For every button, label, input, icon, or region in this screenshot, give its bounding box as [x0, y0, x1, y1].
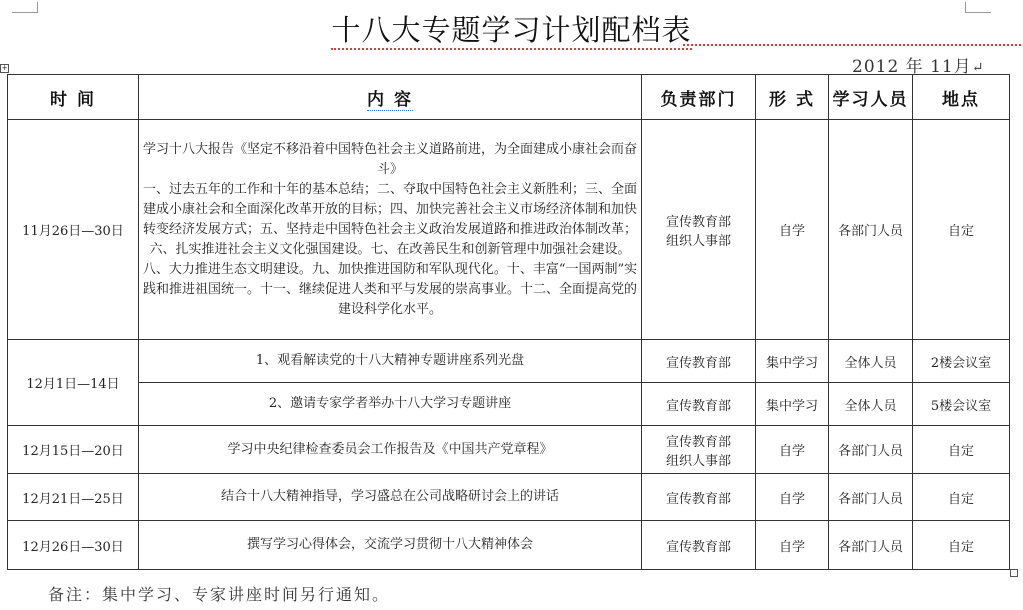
row-time: 12月26日—30日	[8, 521, 139, 570]
row-dept	[642, 120, 756, 340]
row-place: 5楼会议室	[913, 383, 1010, 426]
row-content: 1、观看解读党的十八大精神专题讲座系列光盘	[139, 340, 642, 383]
header-time: 时 间	[8, 75, 139, 120]
header-content-text: 内 容	[367, 89, 413, 110]
row-dept: 宣传教育部	[642, 383, 756, 426]
table-move-handle-icon[interactable]: +	[1, 64, 8, 72]
row-place: 自定	[913, 474, 1010, 521]
table-row	[8, 426, 1010, 474]
document-title-text: 十八大专题学习计划配档表	[331, 13, 691, 50]
row-people: 各部门人员	[829, 521, 913, 570]
row-form: 自学	[756, 120, 829, 340]
row-time: 12月1日—14日	[8, 340, 139, 426]
row-content-body: 一、过去五年的工作和十年的基本总结；二、夺取中国特色社会主义新胜利；三、全面建成小康社会和全面深化改革开放的目标；四、加快完善社会主义市场经济体制和加快转变经济发展方式；五、坚持走中国特色社会主义政治发展道路和推进政治体制改革；六、扎实推进社会主义文化强国建设。七、在改善民生和创新管理中加强社会建设。八、大力推进生态文明建设。九、加快推进国防和军队现代化。十、丰富“一国两制”实践和推进祖国统一。十一、继续促进人类和平与发展的崇高事业。十二、全面提高党的建设科学化水平。	[142, 181, 638, 317]
row-place: 2楼会议室	[913, 340, 1010, 383]
row-form: 自学	[756, 426, 829, 474]
header-form: 形 式	[756, 75, 829, 120]
header-dept: 负责部门	[642, 75, 756, 120]
row-dept-item: 组织人事部	[665, 233, 731, 249]
date-month: 11	[930, 57, 954, 77]
table-row	[8, 340, 1010, 383]
table-resize-handle-icon[interactable]	[1010, 569, 1018, 577]
row-place: 自定	[913, 521, 1010, 570]
row-dept: 宣传教育部	[642, 521, 756, 570]
row-dept-item: 宣传教育部	[665, 434, 731, 450]
footnote: 备注：集中学习、专家讲座时间另行通知。	[48, 585, 391, 604]
row-dept-item: 组织人事部	[665, 453, 731, 469]
row-dept-item: 宣传教育部	[665, 214, 731, 230]
row-people: 全体人员	[829, 383, 913, 426]
row-place: 自定	[913, 426, 1010, 474]
date-year-unit: 年	[905, 57, 924, 77]
row-dept: 宣传教育部	[642, 474, 756, 521]
row-content: 撰写学习心得体会，交流学习贯彻十八大精神体会	[139, 521, 642, 570]
header-people: 学习人员	[829, 75, 913, 120]
row-form: 自学	[756, 474, 829, 521]
table-row	[8, 521, 1010, 570]
row-time: 12月21日—25日	[8, 474, 139, 521]
row-people: 各部门人员	[829, 426, 913, 474]
row-people: 各部门人员	[829, 474, 913, 521]
study-plan-table	[7, 74, 1010, 570]
row-time: 11月26日—30日	[8, 120, 139, 340]
row-time: 12月15日—20日	[8, 426, 139, 474]
row-form: 集中学习	[756, 340, 829, 383]
table-row	[8, 120, 1010, 340]
row-people: 各部门人员	[829, 120, 913, 340]
row-dept	[642, 426, 756, 474]
date-year: 2012	[852, 57, 900, 77]
table-row	[8, 383, 1010, 426]
row-form: 集中学习	[756, 383, 829, 426]
row-content-title: 学习十八大报告《坚定不移沿着中国特色社会主义道路前进，为全面建成小康社会而奋斗》	[142, 141, 637, 177]
paragraph-mark-icon: ↵	[971, 60, 985, 76]
date-month-unit: 月	[953, 57, 972, 77]
row-content: 结合十八大精神指导，学习盛总在公司战略研讨会上的讲话	[139, 474, 642, 521]
row-people: 全体人员	[829, 340, 913, 383]
header-content	[139, 75, 642, 120]
header-place: 地点	[913, 75, 1010, 120]
row-content: 2、邀请专家学者举办十八大学习专题讲座	[139, 383, 642, 426]
grammar-underline	[683, 40, 1021, 46]
row-form: 自学	[756, 521, 829, 570]
table-row	[8, 474, 1010, 521]
row-content: 学习中央纪律检查委员会工作报告及《中国共产党章程》	[139, 426, 642, 474]
table-header-row	[8, 75, 1010, 120]
row-place: 自定	[913, 120, 1010, 340]
row-content	[139, 120, 642, 340]
row-dept: 宣传教育部	[642, 340, 756, 383]
